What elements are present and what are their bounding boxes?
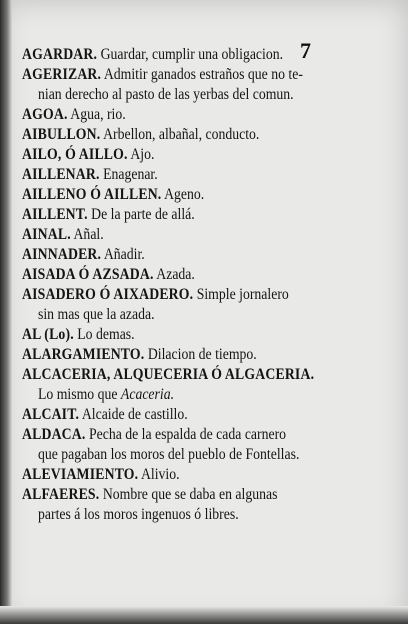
entry-ainal xyxy=(22,226,104,244)
entry-definition: Dilacion de tiempo. xyxy=(144,346,257,363)
entry-aillent xyxy=(22,206,195,224)
entry-term: AISADA Ó AZSADA. xyxy=(22,266,154,283)
entry-definition: Arbellon, albañal, conducto. xyxy=(100,126,260,143)
entry-aleviamiento xyxy=(22,466,180,484)
entry-definition: Admitir ganados estraños que no te- xyxy=(101,66,303,83)
entry-term: AILLENO Ó AILLEN. xyxy=(22,186,162,203)
continuation-text: que pagaban los moros del pueblo de Fontellas. xyxy=(38,446,300,463)
entry-definition: Simple jornalero xyxy=(193,286,289,303)
entry-continuation xyxy=(38,506,239,524)
entry-continuation xyxy=(38,306,155,324)
entry-definition: Nombre que se daba en algunas xyxy=(99,486,278,503)
entry-agoa xyxy=(22,106,126,124)
entry-term: AGOA. xyxy=(22,106,68,123)
entry-definition: Alcaide de castillo. xyxy=(79,406,188,423)
entry-term: AIBULLON. xyxy=(22,126,101,143)
entry-term: ALARGAMIENTO. xyxy=(22,346,145,363)
entry-agardar xyxy=(22,46,283,64)
entry-definition: Ageno. xyxy=(161,186,205,203)
entry-definition: Azada. xyxy=(153,266,195,283)
page-binding-shadow xyxy=(0,0,12,624)
entry-definition: Añadir. xyxy=(101,246,145,263)
entry-definition: De la parte de allá. xyxy=(87,206,195,223)
entry-ailleno xyxy=(22,186,204,204)
entry-definition: Alivio. xyxy=(138,466,180,483)
entry-term: AL (Lo). xyxy=(22,326,74,343)
entry-continuation xyxy=(38,446,299,464)
entry-definition: Enagenar. xyxy=(99,166,158,183)
entry-aibullon xyxy=(22,126,259,144)
entry-aisadero xyxy=(22,286,289,304)
entry-definition: Pecha de la espalda de cada carnero xyxy=(85,426,287,443)
entry-definition: Añal. xyxy=(70,226,104,243)
entry-term: AISADERO Ó AIXADERO. xyxy=(22,286,194,303)
page-number: 7 xyxy=(300,38,311,63)
continuation-text: sin mas que la azada. xyxy=(38,306,155,323)
entry-term: ALCACERIA, ALQUECERIA Ó ALGACERIA. xyxy=(22,366,315,383)
entry-alcait xyxy=(22,406,188,424)
entry-definition: Lo demas. xyxy=(73,326,135,343)
entry-alcaceria xyxy=(22,366,314,384)
entry-al-lo xyxy=(22,326,135,344)
entry-term: AILLENAR. xyxy=(22,166,100,183)
entry-term: AILLENT. xyxy=(22,206,88,223)
cross-reference: Acaceria. xyxy=(120,386,175,403)
entry-term: AGERIZAR. xyxy=(22,66,102,83)
continuation-text: Lo mismo que xyxy=(38,386,121,403)
entry-ainnader xyxy=(22,246,145,264)
entry-aldaca xyxy=(22,426,286,444)
page-bottom-shadow xyxy=(0,606,408,624)
entry-continuation xyxy=(38,386,174,404)
entry-term: AGARDAR. xyxy=(22,46,98,63)
entry-definition: Guardar, cumplir una obligacion. xyxy=(97,46,284,63)
entry-term: AINAL. xyxy=(22,226,71,243)
entry-alfaeres xyxy=(22,486,277,504)
entry-term: ALEVIAMIENTO. xyxy=(22,466,139,483)
entry-term: AILO, Ó AILLO. xyxy=(22,146,128,163)
entry-continuation xyxy=(38,86,294,104)
entry-alargamiento xyxy=(22,346,257,364)
entry-term: AINNADER. xyxy=(22,246,102,263)
continuation-text: partes á los moros ingenuos ó libres. xyxy=(38,506,239,523)
entry-term: ALFAERES. xyxy=(22,486,100,503)
entry-term: ALCAIT. xyxy=(22,406,80,423)
entry-ailo xyxy=(22,146,154,164)
entry-definition: Ajo. xyxy=(127,146,155,163)
entry-aisada xyxy=(22,266,195,284)
entry-agerizar xyxy=(22,66,303,84)
entry-definition: Agua, rio. xyxy=(67,106,126,123)
continuation-text: nian derecho al pasto de las yerbas del comun. xyxy=(38,86,294,103)
entry-term: ALDACA. xyxy=(22,426,86,443)
entry-aillenar xyxy=(22,166,158,184)
